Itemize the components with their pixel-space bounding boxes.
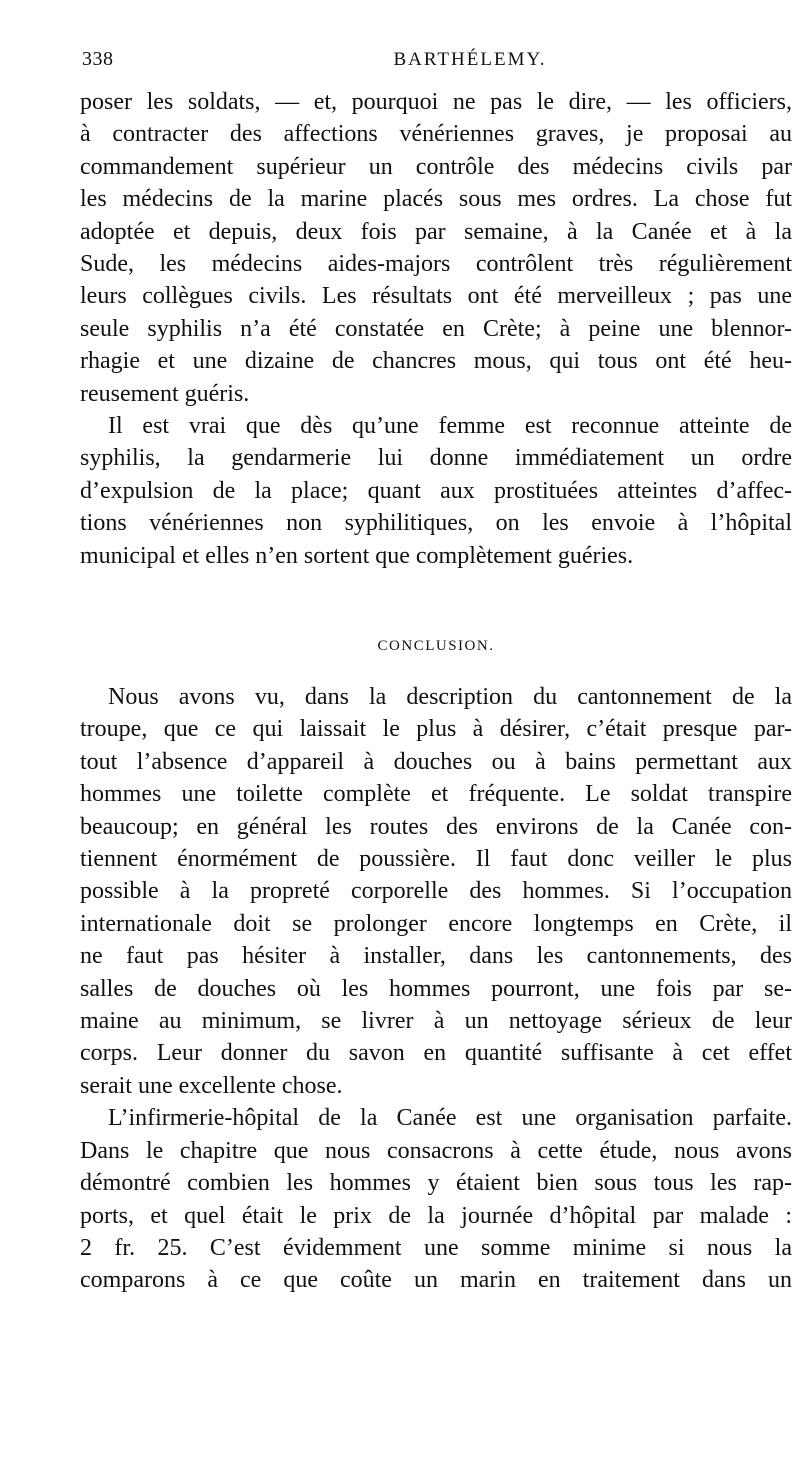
text-line: hommes une toilette complète et fréquente. Le soldat transpire: [80, 781, 792, 808]
page-header: [80, 48, 780, 78]
running-head: BARTHÉLEMY.: [393, 49, 547, 70]
text-line: démontré combien les hommes y étaient bien sous tous les rap-: [80, 1170, 792, 1197]
text-block-top: [80, 86, 792, 572]
text-line: Sude, les médecins aides-majors contrôlent très régulièrement: [80, 251, 792, 278]
text-line: seule syphilis n’a été constatée en Crète; à peine une blennor-: [80, 315, 792, 342]
text-line: Il est vrai que dès qu’une femme est reconnue atteinte de: [108, 413, 792, 440]
text-line: rhagie et une dizaine de chancres mous, qui tous ont été heu-: [80, 348, 792, 375]
text-line: municipal et elles n’en sortent que complètement guéries.: [80, 542, 634, 569]
text-line: possible à la propreté corporelle des hommes. Si l’occupation: [80, 878, 792, 905]
text-line: poser les soldats, — et, pourquoi ne pas le dire, — les officiers,: [80, 89, 792, 115]
text-block-bottom: [80, 681, 792, 1297]
text-line: ne faut pas hésiter à installer, dans les cantonnements, des: [80, 943, 792, 970]
text-line: tions vénériennes non syphilitiques, on les envoie à l’hôpital: [80, 510, 792, 537]
text-line: corps. Leur donner du savon en quantité suffisante à cet effet: [80, 1040, 792, 1067]
text-line: internationale doit se prolonger encore longtemps en Crète, il: [80, 910, 792, 937]
text-line: leurs collègues civils. Les résultats ont été merveilleux ; pas une: [80, 283, 792, 310]
text-line: syphilis, la gendarmerie lui donne immédiatement un ordre: [80, 445, 792, 472]
text-line: 2 fr. 25. C’est évidemment une somme minime si nous la: [80, 1234, 792, 1261]
paragraph-2: [80, 410, 792, 572]
text-line: à contracter des affections vénériennes graves, je proposai au: [80, 121, 792, 148]
section-title: CONCLUSION.: [377, 638, 495, 654]
text-line: reusement guéris.: [80, 380, 250, 407]
text-line: troupe, que ce qui laissait le plus à désirer, c’était presque par-: [80, 716, 792, 743]
paragraph-4: [80, 1102, 792, 1296]
text-line: les médecins de la marine placés sous mes ordres. La chose fut: [80, 186, 792, 213]
text-line: maine au minimum, se livrer à un nettoyage sérieux de leur: [80, 1008, 792, 1035]
text-line: d’expulsion de la place; quant aux prostituées atteintes d’affec-: [80, 477, 792, 504]
page-number: 338: [82, 48, 114, 70]
text-line: tout l’absence d’appareil à douches ou à bains permettant aux: [80, 748, 792, 775]
text-line: L’infirmerie-hôpital de la Canée est une organisation parfaite.: [108, 1105, 792, 1132]
text-line: beaucoup; en général les routes des environs de la Canée con-: [80, 813, 792, 840]
text-line: serait une excellente chose.: [80, 1072, 343, 1099]
text-line: commandement supérieur un contrôle des médecins civils par: [80, 153, 792, 180]
text-line: Dans le chapitre que nous consacrons à cette étude, nous avons: [80, 1137, 792, 1164]
text-line: ports, et quel était le prix de la journée d’hôpital par malade :: [80, 1202, 792, 1229]
text-line: comparons à ce que coûte un marin en traitement dans un: [80, 1267, 792, 1294]
paragraph-1: [80, 86, 792, 410]
text-line: Nous avons vu, dans la description du cantonnement de la: [108, 684, 792, 710]
paragraph-3: [80, 681, 792, 1102]
text-line: salles de douches où les hommes pourront, une fois par se-: [80, 975, 792, 1002]
text-line: adoptée et depuis, deux fois par semaine, à la Canée et à la: [80, 218, 792, 245]
text-line: tiennent énormément de poussière. Il faut donc veiller le plus: [80, 846, 792, 873]
